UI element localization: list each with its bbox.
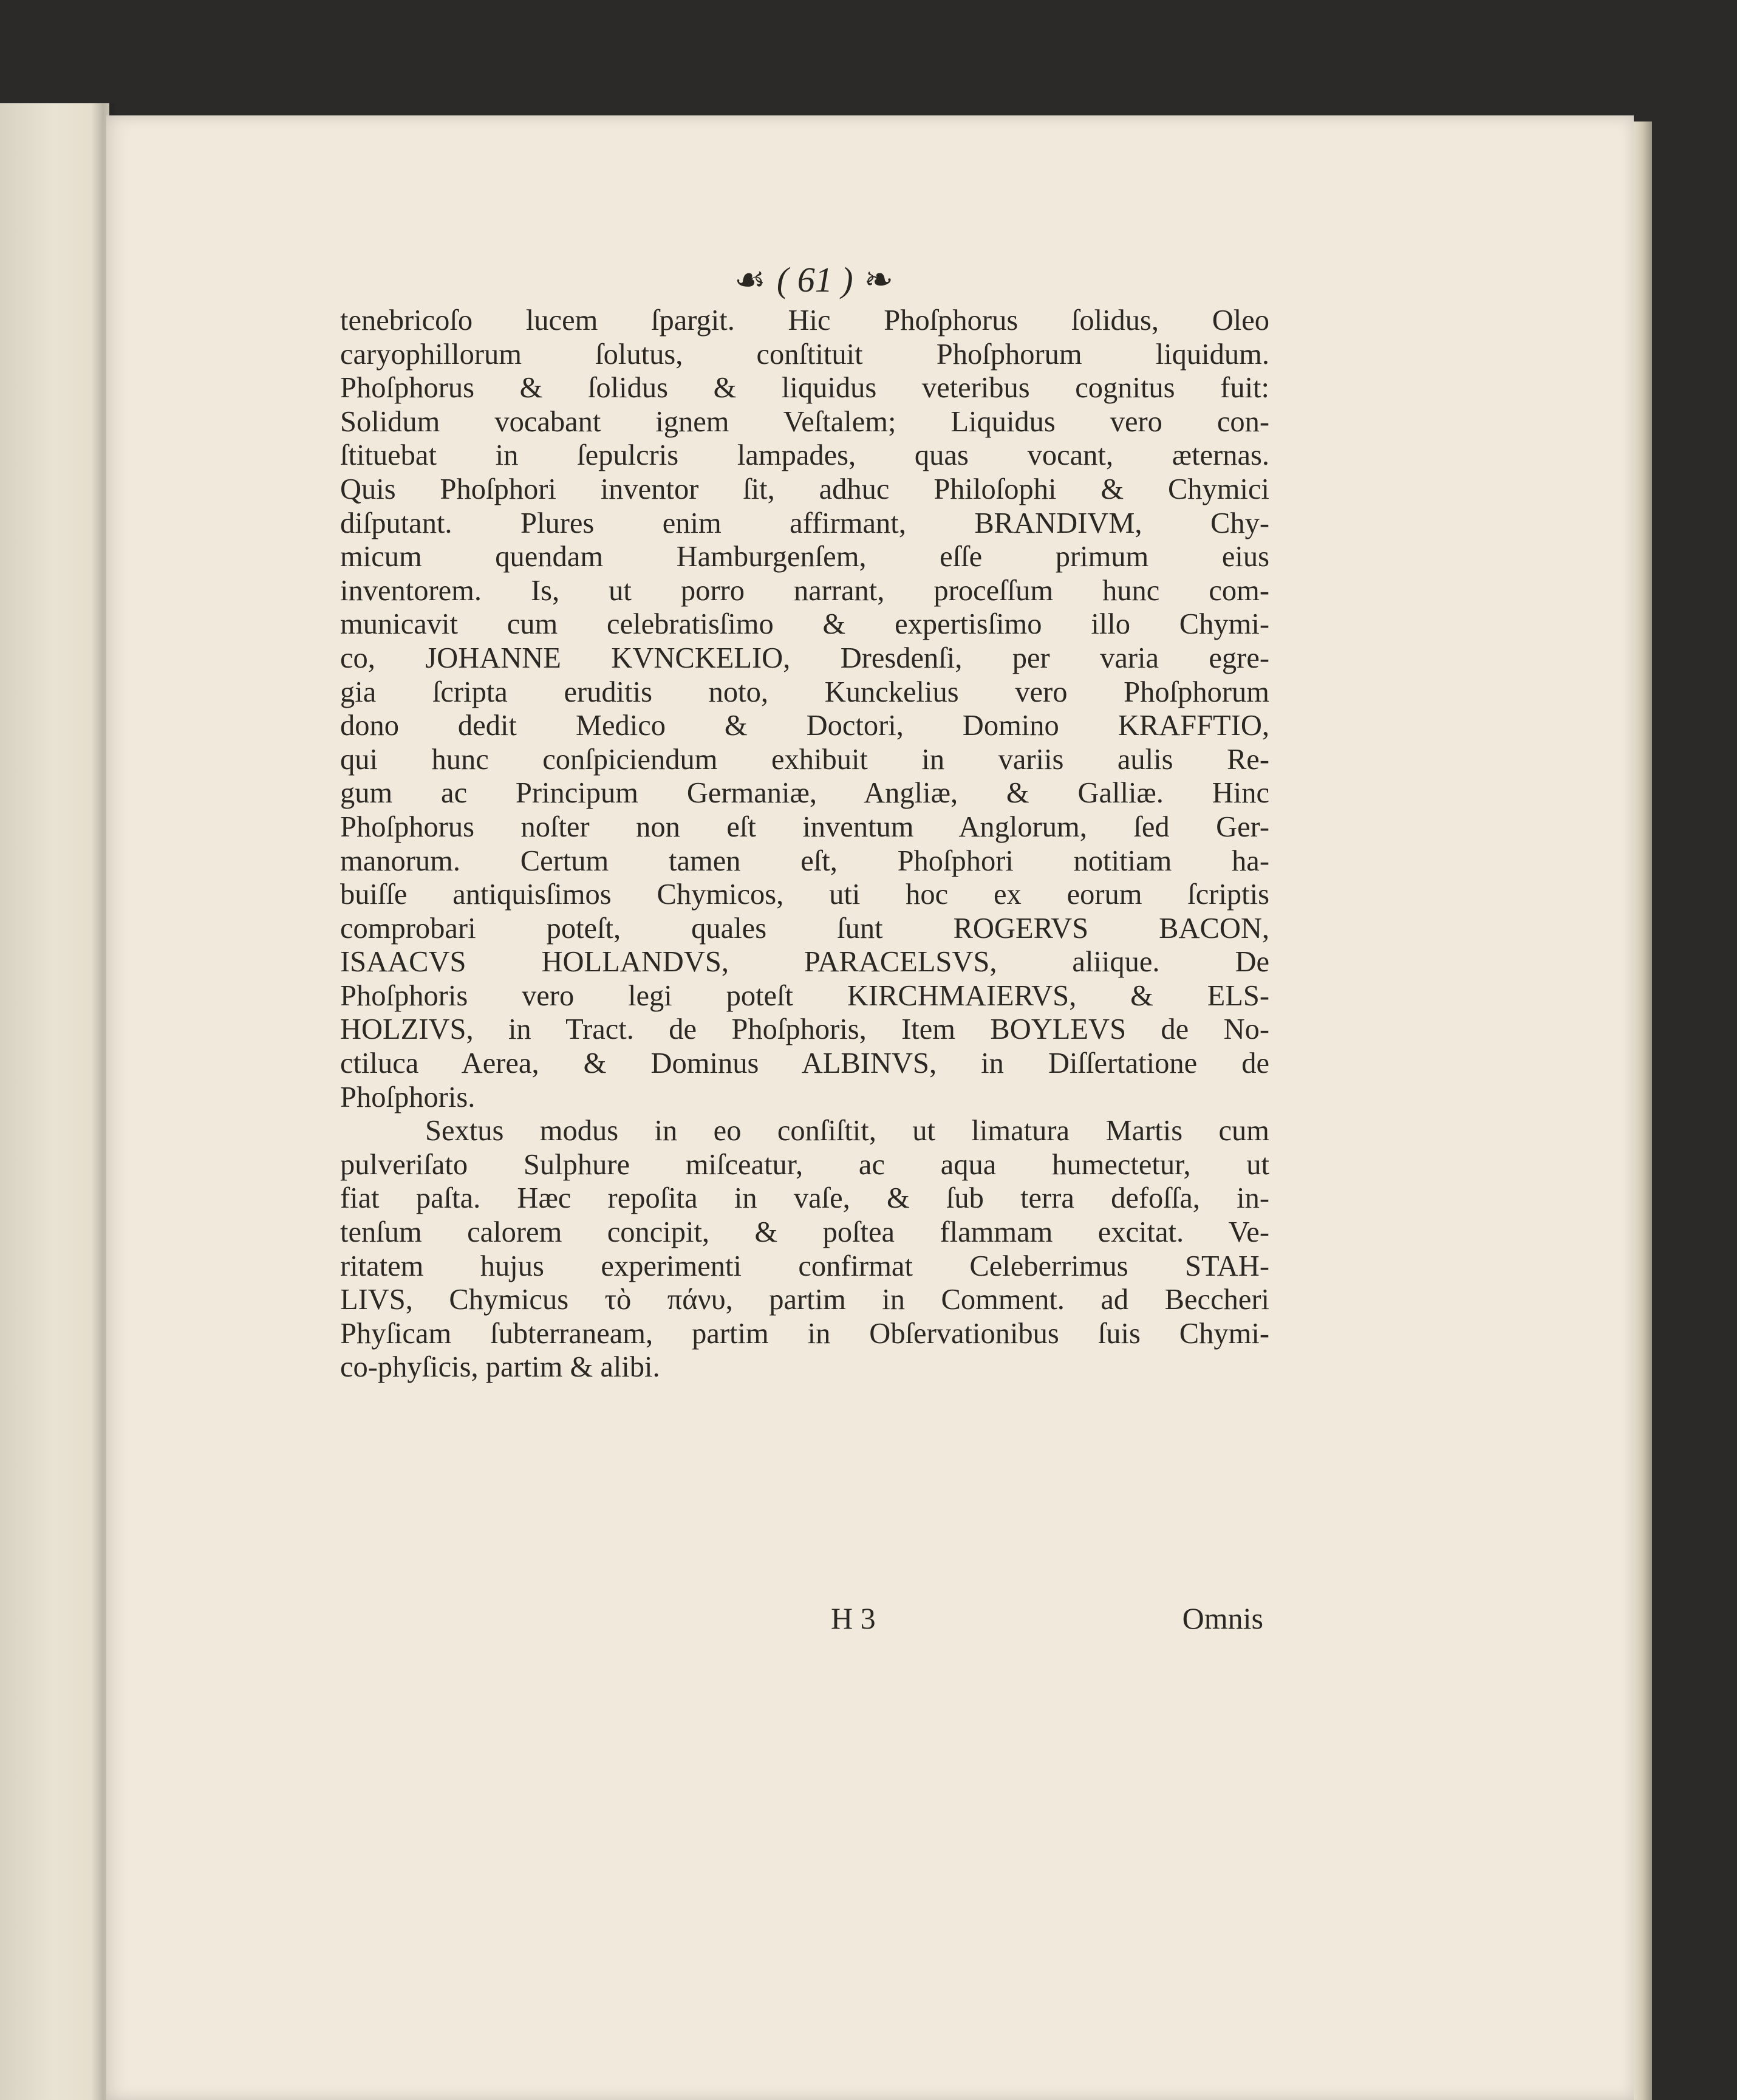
catchword: Omnis (1182, 1601, 1263, 1635)
text-line: buiſſe antiquisſimos Chymicos, uti hoc ex eorum ſcriptis (340, 878, 1269, 911)
fleuron-right-icon: ❧ (864, 259, 894, 300)
text-line: diſputant. Plures enim affirmant, BRANDIVM, Chy- (340, 507, 1269, 539)
body-text (340, 304, 1269, 1384)
page-number: ( 61 ) (776, 259, 853, 299)
text-line: micum quendam Hamburgenſem, eſſe primum eius (340, 541, 1269, 573)
text-line: Phyſicam ſubterraneam, partim in Obſervationibus ſuis Chymi- (340, 1317, 1269, 1350)
text-line: ISAACVS HOLLANDVS, PARACELSVS, aliique. De (340, 946, 1269, 979)
text-line: Phoſphorus & ſolidus & liquidus veteribus cognitus fuit: (340, 372, 1269, 405)
text-line: fiat paſta. Hæc repoſita in vaſe, & ſub terra defoſſa, in- (340, 1182, 1269, 1215)
text-line: ſtituebat in ſepulcris lampades, quas vocant, æternas. (340, 439, 1269, 472)
text-line: pulveriſato Sulphure miſceatur, ac aqua humectetur, ut (340, 1148, 1269, 1181)
page-header (680, 255, 947, 304)
text-line: inventorem. Is, ut porro narrant, proceſſum hunc com- (340, 574, 1269, 607)
text-line: ctiluca Aerea, & Dominus ALBINVS, in Diſſertatione de (340, 1047, 1269, 1080)
fleuron-left-icon: ☙ (734, 259, 766, 300)
text-line: tenebricoſo lucem ſpargit. Hic Phoſphorus ſolidus, Oleo (340, 304, 1269, 337)
text-line: qui hunc conſpiciendum exhibuit in variis aulis Re- (340, 743, 1269, 776)
text-line: Quis Phoſphori inventor ſit, adhuc Philoſophi & Chymici (340, 473, 1269, 505)
text-line: LIVS, Chymicus τὸ πάνυ, partim in Comment. ad Beccheri (340, 1284, 1269, 1316)
text-line: ritatem hujus experimenti confirmat Celeberrimus STAH- (340, 1250, 1269, 1282)
text-line: Phoſphoris vero legi poteſt KIRCHMAIERVS, & ELS- (340, 979, 1269, 1012)
text-line: tenſum calorem concipit, & poſtea flammam excitat. Ve- (340, 1216, 1269, 1249)
text-line: caryophillorum ſolutus, conſtituit Phoſphorum liquidum. (340, 338, 1269, 371)
text-line: comprobari poteſt, quales ſunt ROGERVS BACON, (340, 912, 1269, 945)
text-line: municavit cum celebratisſimo & expertisſimo illo Chymi- (340, 608, 1269, 641)
text-line: gum ac Principum Germaniæ, Angliæ, & Galliæ. Hinc (340, 777, 1269, 810)
page-footer (340, 1601, 1269, 1643)
page-stack-edge (1634, 121, 1652, 2100)
text-line: co, JOHANNE KVNCKELIO, Dresdenſi, per varia egre- (340, 641, 1269, 674)
text-line: Phoſphoris. (340, 1081, 476, 1113)
text-line: Phoſphorus noſter non eſt inventum Anglorum, ſed Ger- (340, 810, 1269, 843)
text-line: HOLZIVS, in Tract. de Phoſphoris, Item BOYLEVS de No- (340, 1013, 1269, 1046)
text-line: dono dedit Medico & Doctori, Domino KRAFFTIO, (340, 710, 1269, 742)
text-line: Solidum vocabant ignem Veſtalem; Liquidus vero con- (340, 405, 1269, 438)
signature-mark: H 3 (831, 1601, 876, 1635)
text-line: gia ſcripta eruditis noto, Kunckelius vero Phoſphorum (340, 675, 1269, 708)
text-line: manorum. Certum tamen eſt, Phoſphori notitiam ha- (340, 844, 1269, 877)
text-line: co-phyſicis, partim & alibi. (340, 1351, 660, 1384)
text-line: Sextus modus in eo conſiſtit, ut limatura Martis cum (425, 1115, 1269, 1147)
